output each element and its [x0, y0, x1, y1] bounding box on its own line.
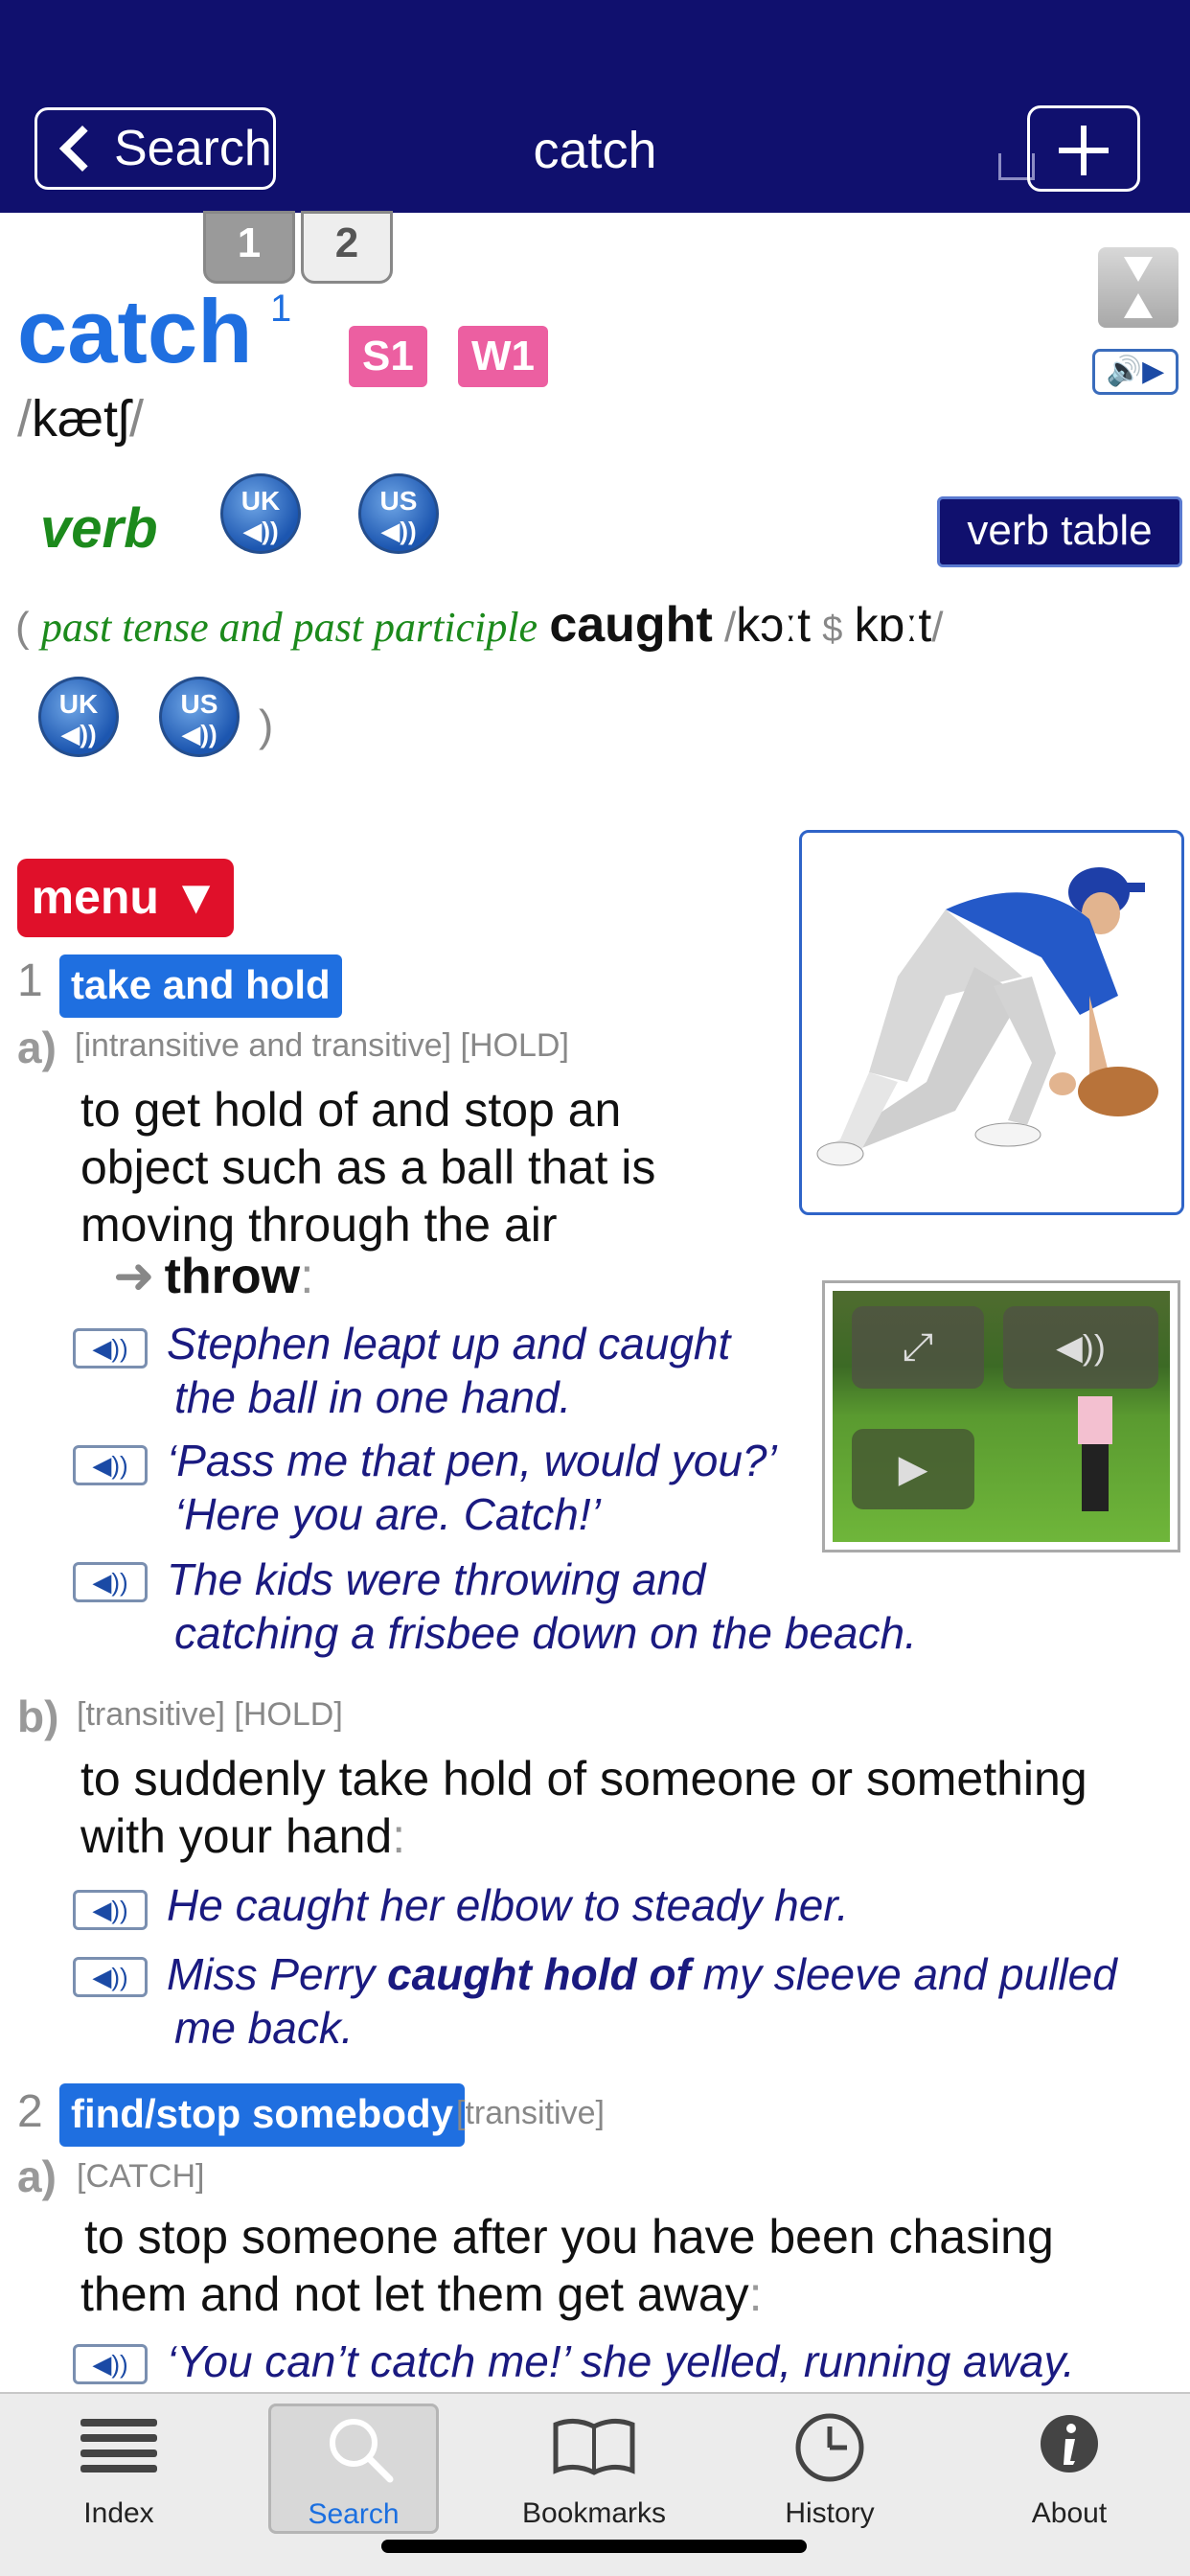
sense-number-2: 2: [17, 2086, 43, 2137]
us-pronunciation-speaker-icon[interactable]: US ◀)): [358, 473, 439, 554]
volume-icon[interactable]: ◀)): [1003, 1306, 1158, 1389]
example-sentence: ‘Pass me that pen, would you?’ ‘Here you are. Catch!’: [167, 1436, 777, 1539]
verb-table-button[interactable]: verb table: [937, 496, 1182, 567]
arrow-right-icon: ➜: [113, 1249, 155, 1304]
example-sentence: Miss Perry caught hold of my sleeve and pulled me back.: [167, 1949, 1117, 2053]
play-icon[interactable]: ▶: [852, 1429, 974, 1509]
tab-history[interactable]: History: [734, 2394, 926, 2538]
example-sentence: ‘You can’t catch me!’ she yelled, running away.: [167, 2336, 1075, 2386]
homograph-number: 1: [270, 288, 292, 330]
clock-icon: [793, 2411, 866, 2484]
example-speaker-icon[interactable]: ◀)): [73, 1562, 148, 1602]
tab-search[interactable]: Search: [268, 2404, 439, 2534]
signpost-find-stop-somebody: find/stop somebody: [59, 2083, 465, 2147]
definition-2a: to stop someone after you have been chasing them and not let them get away:: [80, 2210, 1054, 2321]
homograph-tab-1[interactable]: 1: [203, 211, 295, 284]
info-icon: [1039, 2413, 1100, 2474]
nav-bar: [0, 0, 1190, 213]
collocation: caught hold of: [387, 1949, 691, 1999]
example-speaker-icon[interactable]: ◀)): [73, 1957, 148, 1997]
past-tense-line: ( past tense and past participle caught /kɔːt $ kɒːt/: [15, 597, 944, 653]
grammar-code: [transitive] [HOLD]: [77, 1696, 343, 1733]
past-form: caught: [549, 597, 713, 653]
past-uk-speaker-icon[interactable]: UK ◀)): [38, 677, 119, 757]
part-of-speech: verb: [40, 497, 158, 560]
frequency-badge-written[interactable]: W1: [458, 326, 548, 387]
subsense-letter-2a: a): [17, 2151, 57, 2201]
cross-reference-throw[interactable]: ➜ throw:: [113, 1249, 314, 1304]
subsense-letter-1b: b): [17, 1691, 59, 1741]
frequency-badge-spoken[interactable]: S1: [349, 326, 427, 387]
headword: catch: [17, 281, 253, 381]
homograph-tab-2[interactable]: 2: [301, 211, 393, 284]
menu-button[interactable]: menu ▼: [17, 859, 234, 937]
back-button-label: Search: [114, 121, 272, 176]
list-icon: [77, 2411, 161, 2478]
collapse-expand-button[interactable]: [1098, 247, 1179, 328]
fullscreen-icon[interactable]: ⤢: [852, 1306, 984, 1389]
example-sentence: The kids were throwing and catching a frisbee down on the beach.: [167, 1554, 917, 1658]
baseball-player-image: [802, 833, 1181, 1212]
illustration-baseball-catcher[interactable]: [799, 830, 1184, 1215]
add-bookmark-button[interactable]: [1027, 105, 1140, 192]
definition-1b: to suddenly take hold of someone or something with your hand:: [80, 1752, 1087, 1863]
uk-pronunciation-speaker-icon[interactable]: UK ◀)): [220, 473, 301, 554]
home-indicator: [381, 2540, 807, 2553]
past-ipa-uk: kɔːt: [736, 598, 812, 652]
grammar-code: [CATCH]: [77, 2158, 205, 2195]
tab-index[interactable]: Index: [23, 2394, 215, 2538]
sense-number-1: 1: [17, 955, 43, 1006]
subsense-letter-1a: a): [17, 1023, 57, 1072]
example-speaker-icon[interactable]: ◀)): [73, 1890, 148, 1930]
example-sentence: He caught her elbow to steady her.: [167, 1880, 849, 1930]
signpost-take-and-hold: take and hold: [59, 954, 342, 1018]
grammar-code: [transitive]: [456, 2095, 605, 2131]
example-sentence: Stephen leapt up and caught the ball in one hand.: [167, 1319, 731, 1422]
play-all-audio-button[interactable]: 🔊▶: [1092, 349, 1179, 395]
video-clip[interactable]: [822, 1280, 1180, 1552]
tab-about[interactable]: About: [973, 2394, 1165, 2538]
definition-1a: to get hold of and stop an object such as a ball that is moving through the air: [80, 1083, 656, 1252]
nav-title: catch: [533, 122, 657, 179]
past-ipa-us: kɒːt: [854, 598, 932, 652]
example-speaker-icon[interactable]: ◀)): [73, 1328, 148, 1368]
grammar-code: [intransitive and transitive] [HOLD]: [75, 1027, 569, 1064]
example-speaker-icon[interactable]: ◀)): [73, 2344, 148, 2384]
magnifier-icon: [325, 2414, 398, 2487]
pronunciation: /kætʃ/: [17, 390, 145, 448]
past-tense-label: past tense and past participle: [40, 604, 538, 651]
example-speaker-icon[interactable]: ◀)): [73, 1445, 148, 1485]
book-icon: [552, 2417, 636, 2480]
tab-bookmarks[interactable]: Bookmarks: [498, 2394, 690, 2538]
closing-paren: ): [259, 701, 274, 750]
past-us-speaker-icon[interactable]: US ◀)): [159, 677, 240, 757]
